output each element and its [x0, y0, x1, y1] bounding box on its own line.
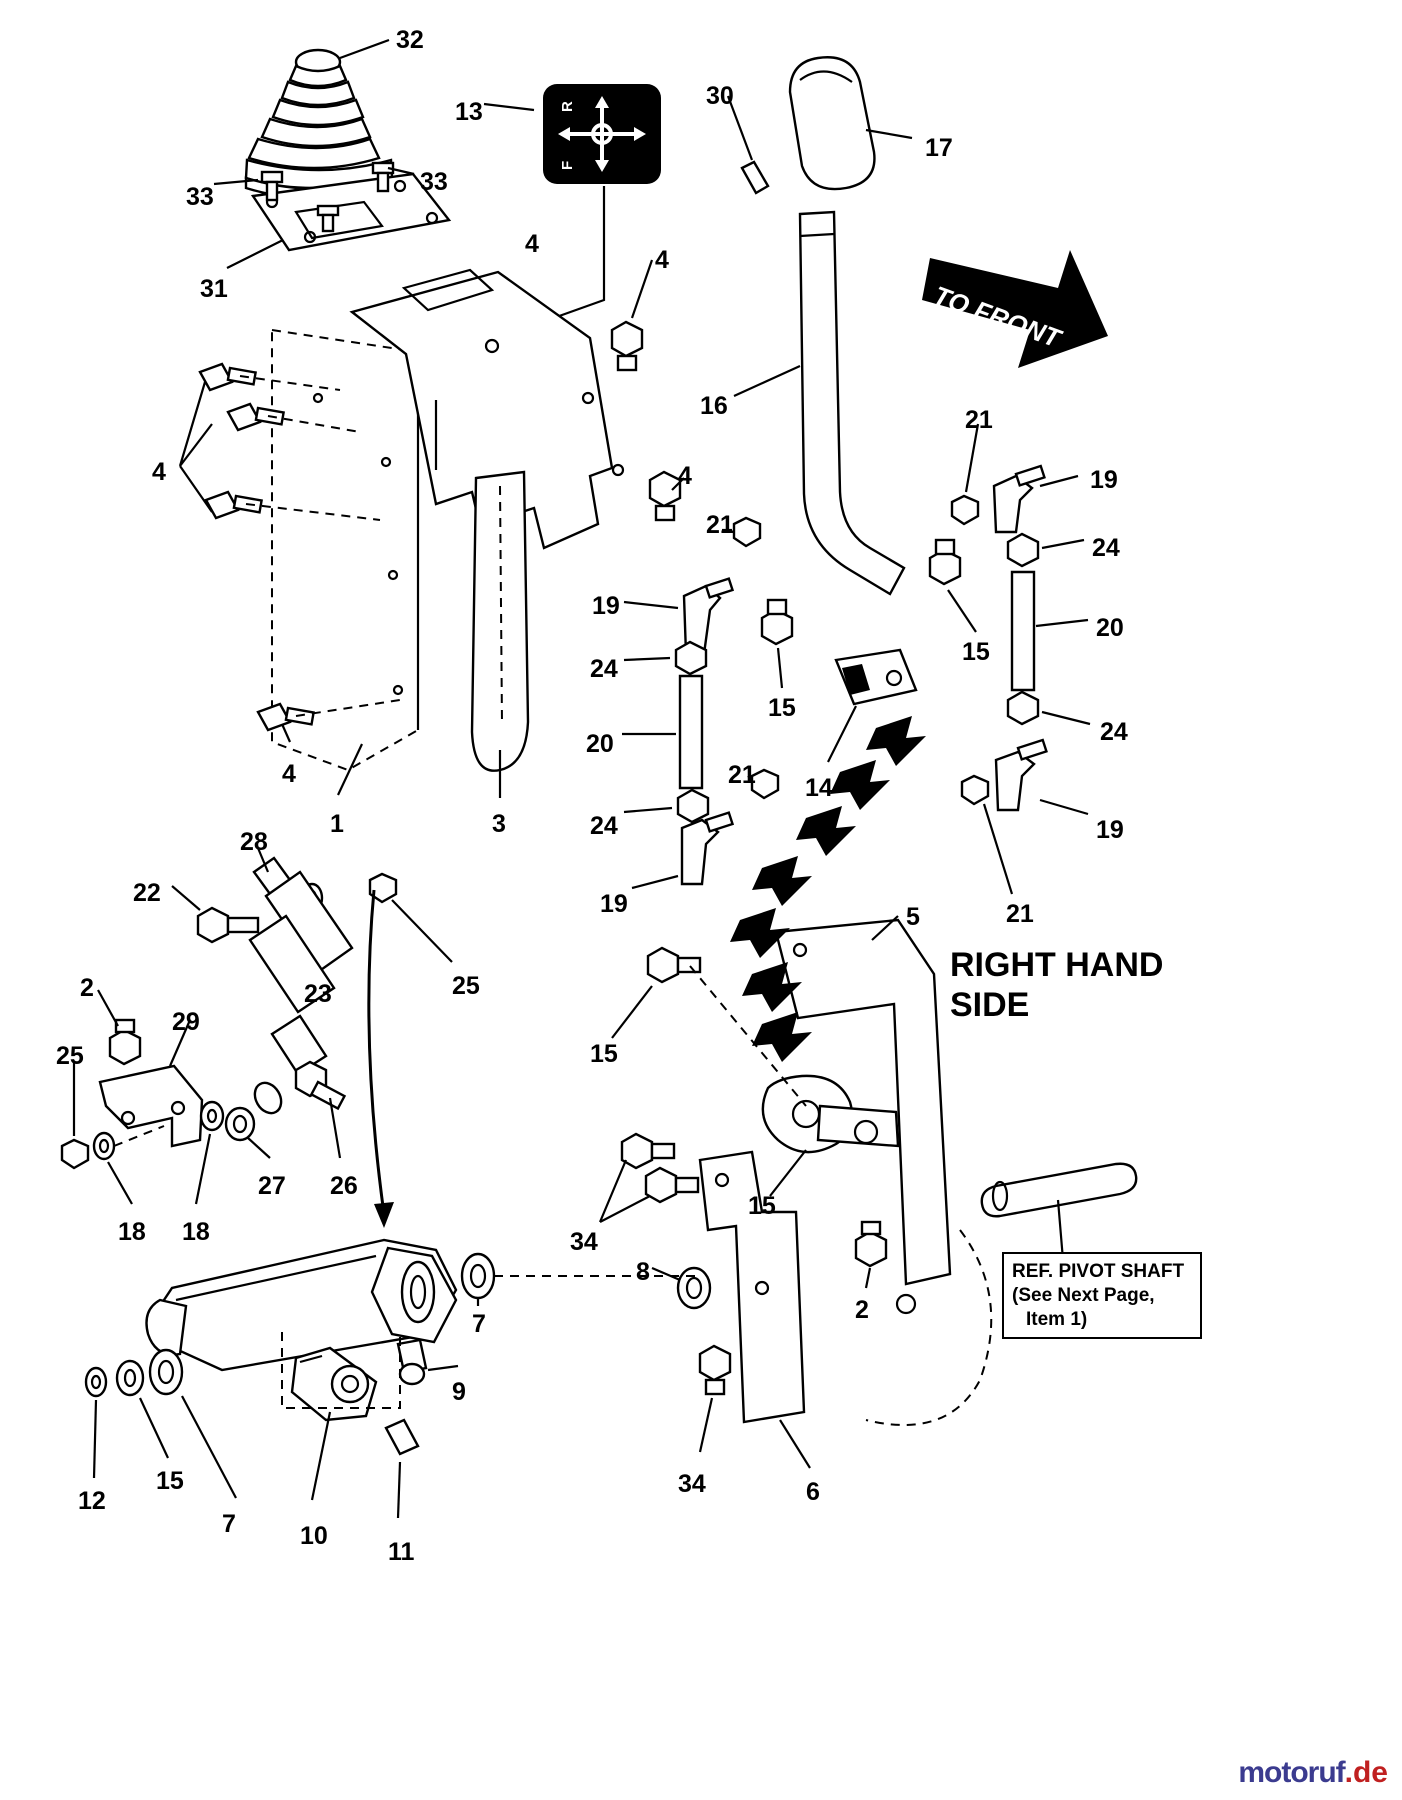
callout-19-a: 19 [1090, 466, 1118, 494]
washer-15 [117, 1361, 143, 1395]
callout-24-c: 24 [1100, 718, 1128, 746]
watermark [1238, 1756, 1388, 1790]
ball-joint-19-d [996, 740, 1046, 810]
callout-15-c: 15 [590, 1040, 618, 1068]
callout-33-right: 33 [420, 168, 448, 196]
nut-24-b [678, 790, 708, 822]
callout-1: 1 [330, 810, 344, 838]
bolt-34-b [646, 1168, 698, 1202]
svg-text:R: R [559, 101, 576, 112]
callout-25-a: 25 [452, 972, 480, 1000]
callout-24-b: 24 [590, 655, 618, 683]
bolt-34-a [622, 1134, 674, 1168]
callout-12: 12 [78, 1487, 106, 1515]
bolt-15-a [762, 600, 792, 644]
callout-13: 13 [455, 98, 483, 126]
bolt-34-c [700, 1346, 730, 1394]
nut-24-a [676, 642, 706, 674]
callout-22: 22 [133, 879, 161, 907]
side-panel-1 [272, 330, 418, 770]
callout-23: 23 [304, 980, 332, 1008]
callout-15-a: 15 [962, 638, 990, 666]
bolt-2-a [110, 1020, 140, 1064]
callout-17: 17 [925, 134, 953, 162]
callout-15-b: 15 [768, 694, 796, 722]
bracket-14 [836, 650, 916, 704]
callout-7-b: 7 [222, 1510, 236, 1538]
callout-15-d: 15 [748, 1192, 776, 1220]
callout-15-e: 15 [156, 1467, 184, 1495]
callout-5: 5 [906, 903, 920, 931]
callout-2-b: 2 [855, 1296, 869, 1324]
ball-joint-19-b [682, 813, 733, 884]
callout-28: 28 [240, 828, 268, 856]
bolt-2-b [856, 1222, 886, 1266]
watermark-suffix: .de [1344, 1756, 1388, 1789]
nut-21-c [952, 496, 978, 524]
nut-24-c [1008, 534, 1038, 566]
pin-30 [742, 162, 768, 193]
callout-26: 26 [330, 1172, 358, 1200]
callout-4-c: 4 [152, 458, 166, 486]
washer-18-a [94, 1133, 114, 1159]
callout-21-a: 21 [965, 406, 993, 434]
bracket-29 [100, 1066, 202, 1146]
callout-21-c: 21 [728, 761, 756, 789]
callout-30: 30 [706, 82, 734, 110]
side-label-line1: RIGHT HAND [950, 946, 1164, 984]
callout-4-d: 4 [678, 462, 692, 490]
callout-34-a: 34 [570, 1228, 598, 1256]
bushing-7-a [462, 1254, 494, 1298]
callout-32: 32 [396, 26, 424, 54]
panel-3 [472, 472, 528, 771]
callout-16: 16 [700, 392, 728, 420]
callout-8: 8 [636, 1258, 650, 1286]
callout-24-a: 24 [1092, 534, 1120, 562]
callout-4-e: 4 [282, 760, 296, 788]
washer-12 [86, 1368, 106, 1396]
callout-14: 14 [805, 774, 833, 802]
clevis-10 [292, 1348, 376, 1420]
callout-27: 27 [258, 1172, 286, 1200]
callout-9: 9 [452, 1378, 466, 1406]
ball-joint-19-c [994, 466, 1044, 532]
shift-lever-16 [800, 212, 904, 594]
callout-6: 6 [806, 1478, 820, 1506]
callout-10: 10 [300, 1522, 328, 1550]
nut-21-a [734, 518, 760, 546]
callout-29: 29 [172, 1008, 200, 1036]
svg-text:F: F [559, 160, 576, 170]
bolt-26 [296, 1062, 344, 1108]
callout-4-a: 4 [525, 230, 539, 258]
bolt-22 [198, 908, 258, 942]
bushing-7-b [150, 1350, 182, 1394]
callout-2-a: 2 [80, 974, 94, 1002]
callout-4-b: 4 [655, 246, 669, 274]
callout-11: 11 [388, 1538, 415, 1566]
washer-18-b [201, 1102, 223, 1130]
callout-7-a: 7 [472, 1310, 486, 1338]
callout-19-b: 19 [592, 592, 620, 620]
callout-3: 3 [492, 810, 506, 838]
callout-21-b: 21 [706, 511, 734, 539]
rod-20-b [1012, 572, 1034, 690]
ref-note-line3: Item 1) [1026, 1308, 1088, 1330]
nut-25-b [62, 1140, 88, 1168]
callout-20-b: 20 [586, 730, 614, 758]
bolt-15-c [648, 948, 700, 982]
bushing-27 [226, 1108, 254, 1140]
bushing-8 [678, 1268, 710, 1308]
callout-20-a: 20 [1096, 614, 1124, 642]
callout-19-c: 19 [1096, 816, 1124, 844]
watermark-name: motoruf [1238, 1756, 1345, 1789]
to-front-label: TO FRONT [929, 280, 1065, 354]
ref-note-line1: REF. PIVOT SHAFT [1012, 1261, 1185, 1282]
callout-24-d: 24 [590, 812, 618, 840]
ref-note-line2: (See Next Page, [1012, 1284, 1155, 1306]
shift-knob-17 [790, 57, 874, 189]
rod-20-a [680, 676, 702, 788]
pin-11 [386, 1420, 418, 1454]
bolt-15-b [930, 540, 960, 584]
nut-21-d [962, 776, 988, 804]
bolt-4-f [650, 472, 680, 520]
bolt-4-d [258, 704, 314, 730]
callout-25-b: 25 [56, 1042, 84, 1070]
callout-31: 31 [200, 275, 228, 303]
callout-19-d: 19 [600, 890, 628, 918]
nut-24-d [1008, 692, 1038, 724]
callout-21-d: 21 [1006, 900, 1034, 928]
callout-18-a: 18 [118, 1218, 146, 1246]
ref-pivot-shaft-note [1002, 1252, 1202, 1339]
callout-33-left: 33 [186, 183, 214, 211]
callout-34-b: 34 [678, 1470, 706, 1498]
side-label-line2: SIDE [950, 986, 1030, 1024]
callout-18-b: 18 [182, 1218, 210, 1246]
bolt-4-e [612, 322, 642, 370]
